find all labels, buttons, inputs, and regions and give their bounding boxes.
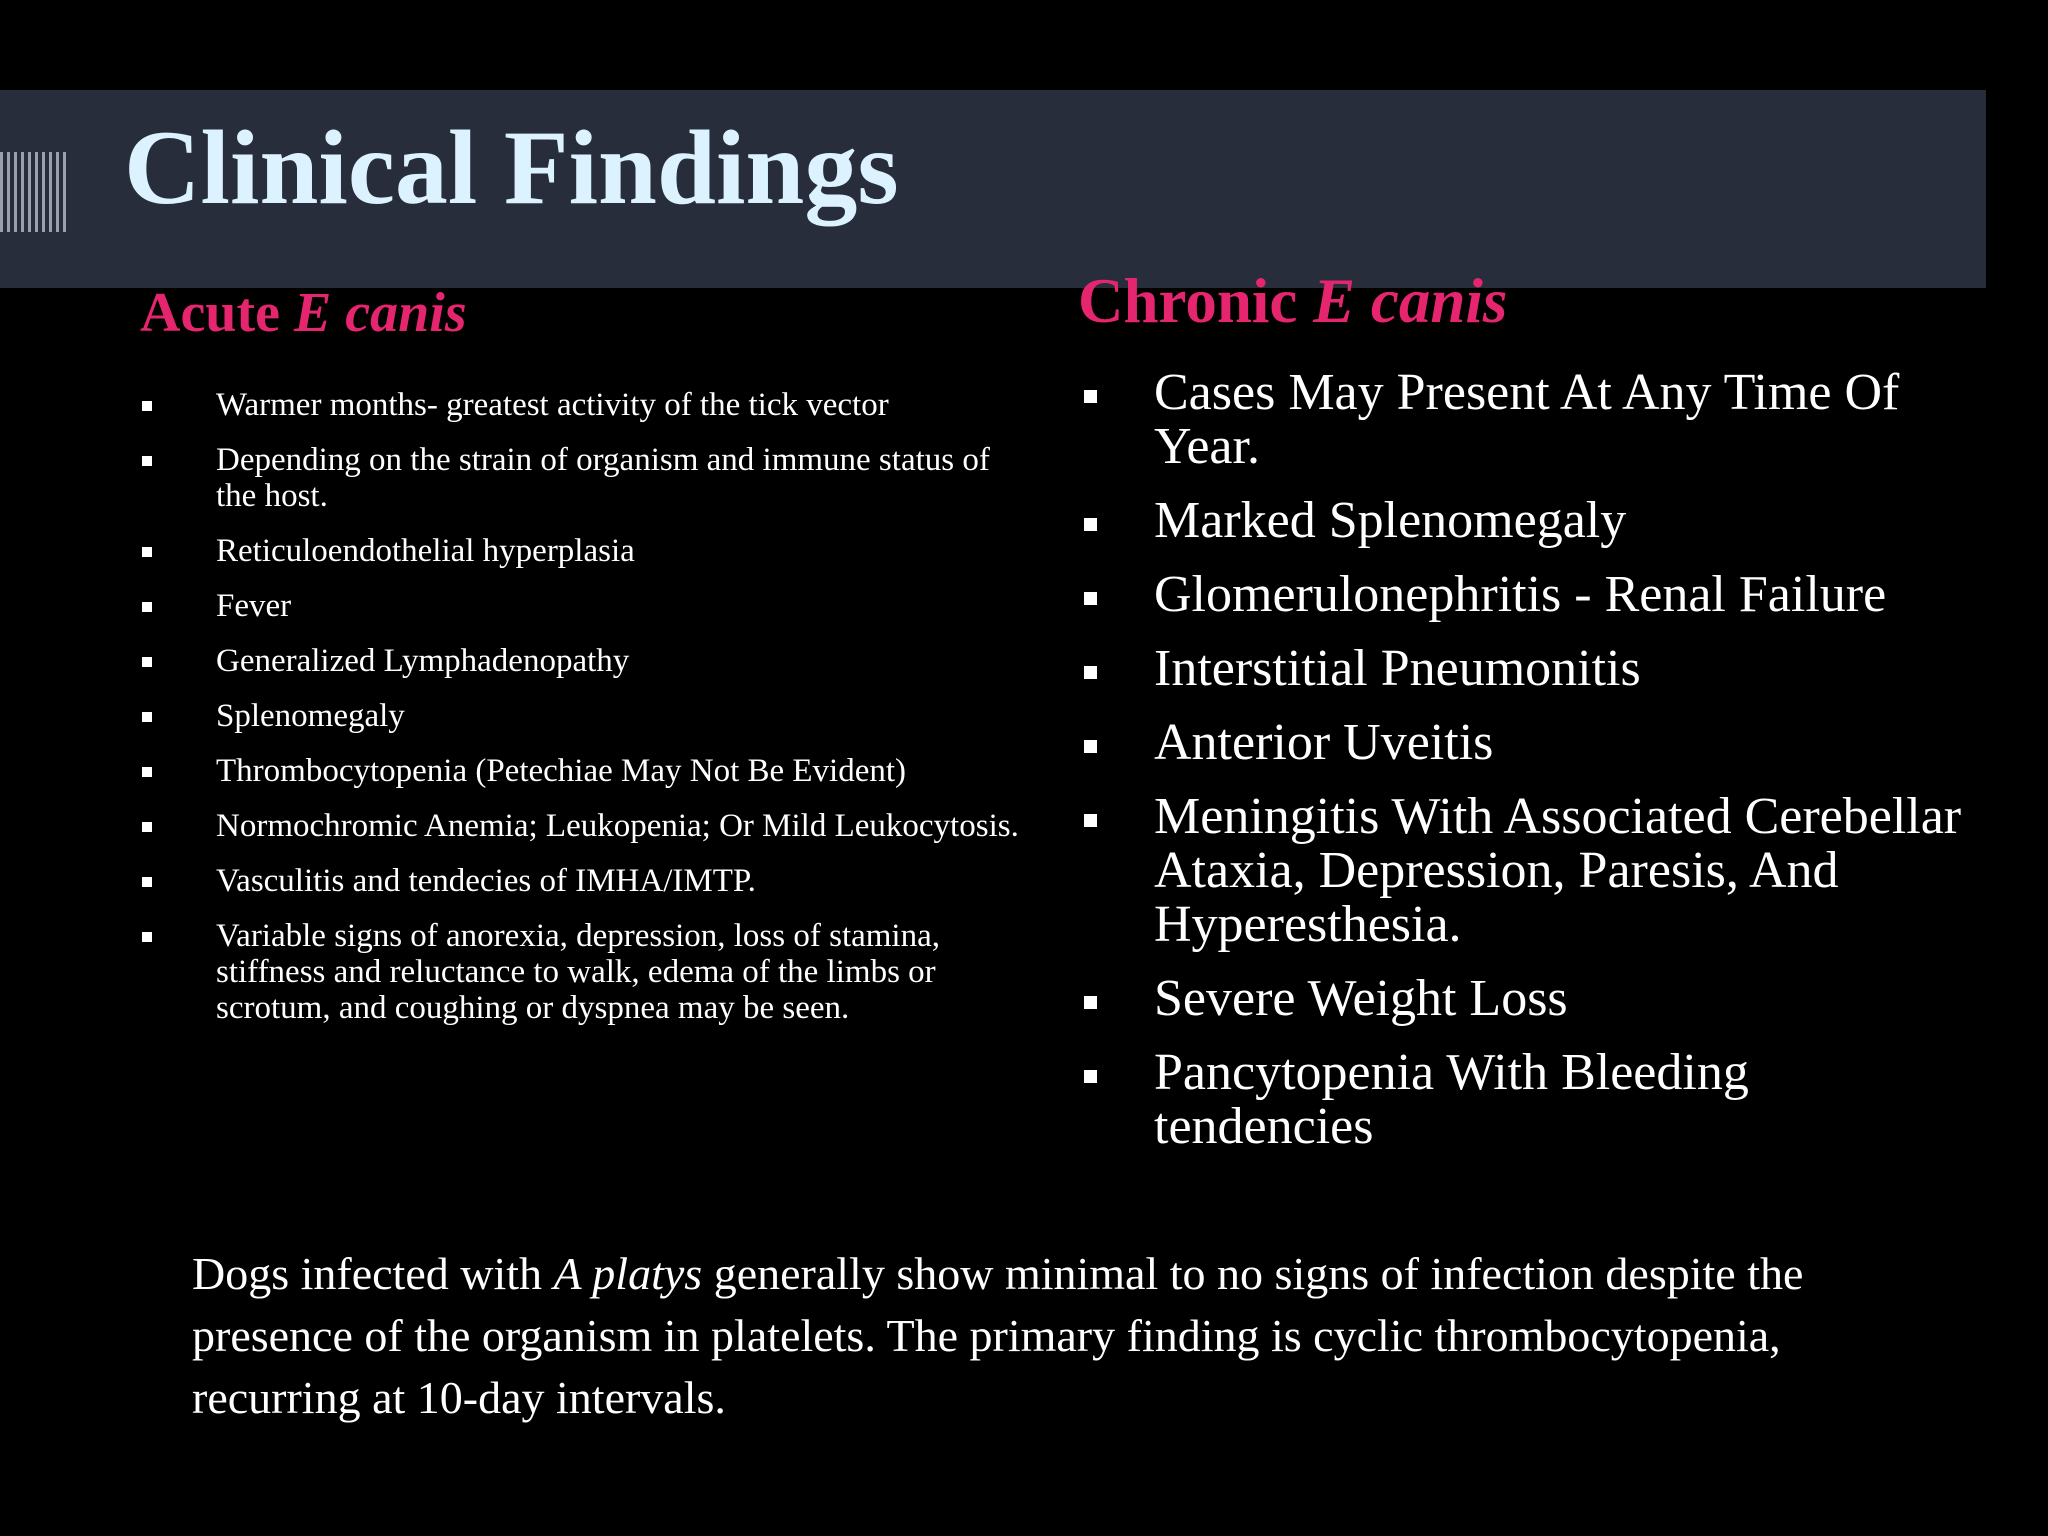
list-item-text: Meningitis With Associated Cerebellar Ataxia, Depression, Paresis, And Hyperesthesia.	[1154, 788, 1962, 953]
square-bullet-icon	[142, 767, 152, 777]
list-item-text: Reticuloendothelial hyperplasia	[216, 533, 635, 569]
list-item	[140, 863, 1020, 899]
square-bullet-icon	[142, 877, 152, 887]
list-item	[1078, 1046, 1978, 1154]
square-bullet-icon	[142, 657, 152, 667]
list-item-text: Fever	[216, 588, 292, 624]
list-item	[140, 698, 1020, 734]
square-bullet-icon	[1084, 518, 1097, 531]
list-item	[140, 588, 1020, 624]
list-item-text: Generalized Lymphadenopathy	[216, 643, 630, 679]
chronic-heading-organism: E canis	[1313, 266, 1508, 336]
square-bullet-icon	[1084, 814, 1097, 827]
chronic-heading-prefix: Chronic	[1078, 266, 1314, 336]
list-item	[140, 442, 1020, 514]
list-item-text: Normochromic Anemia; Leukopenia; Or Mild Leukocytosis.	[216, 808, 1019, 844]
square-bullet-icon	[1084, 1070, 1097, 1083]
list-item	[1078, 366, 1978, 474]
slide-title: Clinical Findings	[124, 109, 899, 226]
list-item	[140, 753, 1020, 789]
platys-note-end: generally show minimal to no signs of infection despite the presence of the organism in platelets. The primary finding is cyclic thrombocytopenia, recurring at 10-day intervals.	[192, 1248, 1804, 1423]
list-item-text: Interstitial Pneumonitis	[1154, 640, 1641, 697]
list-item-text: Cases May Present At Any Time Of Year.	[1154, 364, 1900, 475]
list-item	[1078, 494, 1978, 548]
acute-findings-list	[140, 387, 1020, 1045]
list-item	[140, 533, 1020, 569]
list-item	[1078, 716, 1978, 770]
list-item	[140, 808, 1020, 844]
list-item-text: Anterior Uveitis	[1154, 714, 1494, 771]
square-bullet-icon	[1084, 592, 1097, 605]
square-bullet-icon	[142, 712, 152, 722]
square-bullet-icon	[142, 932, 152, 942]
list-item-text: Thrombocytopenia (Petechiae May Not Be Evident)	[216, 753, 907, 789]
square-bullet-icon	[142, 401, 152, 411]
list-item-text: Pancytopenia With Bleeding tendencies	[1154, 1044, 1749, 1155]
decorative-stripes	[0, 152, 70, 232]
list-item-text: Severe Weight Loss	[1154, 970, 1568, 1027]
list-item-text: Depending on the strain of organism and immune status of the host.	[216, 442, 990, 514]
list-item-text: Vasculitis and tendecies of IMHA/IMTP.	[216, 863, 756, 899]
square-bullet-icon	[1084, 390, 1097, 403]
list-item-text: Variable signs of anorexia, depression, loss of stamina, stiffness and reluctance to walk, edema of the limbs or scrotum, and coughing or dyspnea may be seen.	[216, 918, 941, 1026]
list-item	[140, 643, 1020, 679]
list-item	[1078, 568, 1978, 622]
square-bullet-icon	[142, 602, 152, 612]
list-item	[1078, 790, 1978, 952]
square-bullet-icon	[1084, 996, 1097, 1009]
square-bullet-icon	[1084, 666, 1097, 679]
square-bullet-icon	[142, 456, 152, 466]
list-item-text: Warmer months- greatest activity of the tick vector	[216, 387, 889, 423]
platys-note	[192, 1243, 1952, 1429]
list-item-text: Splenomegaly	[216, 698, 405, 734]
platys-note-start: Dogs infected with	[192, 1248, 554, 1299]
chronic-findings-list	[1078, 366, 1978, 1174]
list-item	[140, 918, 1020, 1026]
square-bullet-icon	[1084, 740, 1097, 753]
list-item-text: Glomerulonephritis - Renal Failure	[1154, 566, 1887, 623]
acute-heading-prefix: Acute	[140, 282, 294, 344]
square-bullet-icon	[142, 822, 152, 832]
platys-note-organism: A platys	[553, 1248, 703, 1299]
chronic-heading	[1078, 264, 1507, 340]
acute-heading-organism: E canis	[293, 282, 467, 344]
list-item	[1078, 972, 1978, 1026]
list-item-text: Marked Splenomegaly	[1154, 492, 1627, 549]
list-item	[140, 387, 1020, 423]
square-bullet-icon	[142, 547, 152, 557]
list-item	[1078, 642, 1978, 696]
acute-heading	[140, 280, 467, 347]
